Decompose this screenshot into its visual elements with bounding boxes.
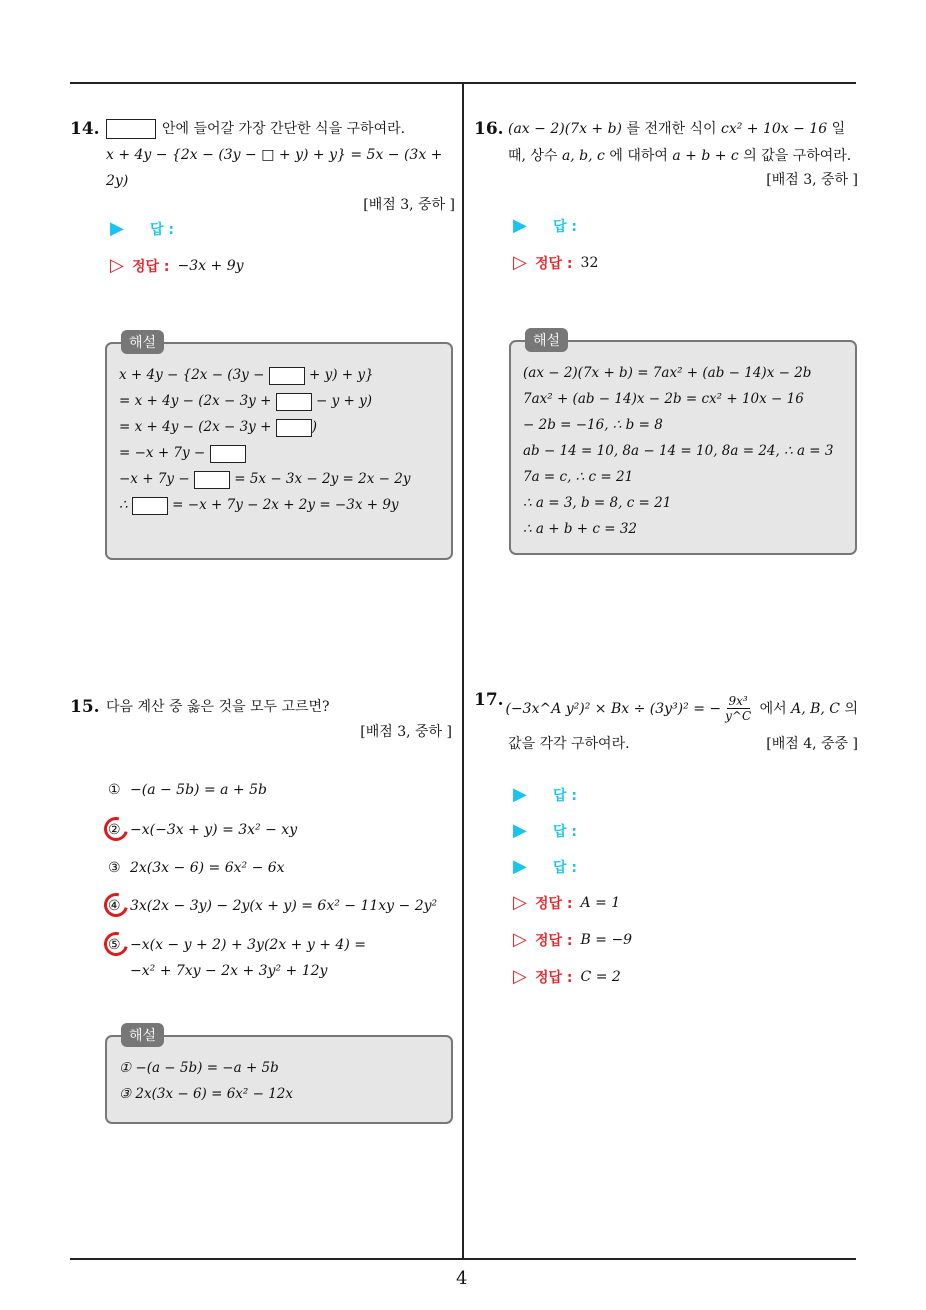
answer-label: 답 : xyxy=(150,221,174,238)
answer-row xyxy=(513,820,577,841)
explanation-line: = x + 4y − (2x − 3y + ) xyxy=(119,419,317,435)
correct-arrow-icon: ▷ xyxy=(513,929,527,950)
question-number: 17. xyxy=(474,690,504,710)
blank-box xyxy=(194,471,230,489)
explanation-line: ① −(a − 5b) = −a + 5b xyxy=(119,1060,279,1076)
correct-arrow-icon: ▷ xyxy=(513,252,527,273)
bottom-rule xyxy=(70,1258,856,1260)
explanation-line: ∴ = −x + 7y − 2x + 2y = −3x + 9y xyxy=(119,497,399,513)
answer-arrow-icon: ▶ xyxy=(110,218,124,239)
choice-item[interactable]: ④ 3x(2x − 3y) − 2y(x + y) = 6x² − 11xy − 2y² xyxy=(108,898,438,914)
column-divider xyxy=(462,84,464,1259)
choice-item[interactable]: ① −(a − 5b) = a + 5b xyxy=(108,782,267,798)
correct-value: 32 xyxy=(580,254,599,271)
correct-label: 정답 : xyxy=(535,969,573,986)
question-14 xyxy=(70,116,455,216)
score-label: [배점 4, 중중 ] xyxy=(766,736,858,752)
answer-label: 답 : xyxy=(553,859,577,876)
explanation-line: −x + 7y − = 5x − 3x − 2y = 2x − 2y xyxy=(119,471,411,487)
explanation-line: (ax − 2)(7x + b) = 7ax² + (ab − 14)x − 2b xyxy=(523,365,812,381)
answer-arrow-icon: ▶ xyxy=(513,820,527,841)
answer-arrow-icon: ▶ xyxy=(513,784,527,805)
answer-row xyxy=(513,215,577,236)
explanation-line: ③ 2x(3x − 6) = 6x² − 12x xyxy=(119,1086,294,1102)
answer-arrow-icon: ▶ xyxy=(513,215,527,236)
question-equation: x + 4y − {2x − (3y − □ + y) + y} = 5x − (3x + 2y) xyxy=(106,147,443,189)
question-number: 14. xyxy=(70,119,100,139)
correct-label: 정답 : xyxy=(132,258,170,275)
correct-value: C = 2 xyxy=(580,968,621,985)
correct-label: 정답 : xyxy=(535,932,573,949)
choice-item[interactable]: ⑤ −x(x − y + 2) + 3y(2x + y + 4) = xyxy=(108,937,366,953)
page-number: 4 xyxy=(456,1268,468,1289)
correct-answer-row xyxy=(513,966,621,987)
explanation-line: x + 4y − {2x − (3y − + y) + y} xyxy=(119,367,374,383)
answer-row xyxy=(110,218,174,239)
question-17: 17. (−3x^A y²)² × Bx ÷ (3y³)² = − $\frac{\text{9x³}}{y\^{}C}$ 에서 A, B, C 의 값을 각각 구하여라. [배점 4, 중중 ] xyxy=(474,690,858,757)
answer-label: 답 : xyxy=(553,787,577,804)
score-label: [배점 3, 중하 ] xyxy=(363,197,455,213)
question-number: 16. xyxy=(474,119,504,139)
blank-box xyxy=(276,393,312,411)
correct-answer-row xyxy=(513,892,620,913)
blank-box xyxy=(210,445,246,463)
question-16: 16. (ax − 2)(7x + b) 를 전개한 식이 cx² + 10x − 16 일 때, 상수 a, b, c 에 대하여 a + b + c 의 값을 구하여라. [배점 3, 중하 ] xyxy=(474,116,858,191)
choice-item[interactable]: ③ 2x(3x − 6) = 6x² − 6x xyxy=(108,860,285,876)
correct-label: 정답 : xyxy=(535,255,573,272)
score-label: [배점 3, 중하 ] xyxy=(360,724,452,740)
correct-arrow-icon: ▷ xyxy=(513,966,527,987)
answer-label: 답 : xyxy=(553,218,577,235)
choice-item[interactable]: ② −x(−3x + y) = 3x² − xy xyxy=(108,822,298,838)
answer-row xyxy=(513,856,577,877)
answer-arrow-icon: ▶ xyxy=(513,856,527,877)
correct-answer-row xyxy=(513,252,598,273)
answer-label: 답 : xyxy=(553,823,577,840)
question-number: 15. xyxy=(70,697,100,717)
correct-arrow-icon: ▷ xyxy=(513,892,527,913)
correct-value: B = −9 xyxy=(580,931,633,948)
correct-answer-row xyxy=(110,255,244,276)
explanation-line: ab − 14 = 10, 8a − 14 = 10, 8a = 24, ∴ a = 3 xyxy=(523,443,834,459)
question-prompt: 안에 들어갈 가장 간단한 식을 구하여라. xyxy=(162,121,406,137)
explanation-line: 7ax² + (ab − 14)x − 2b = cx² + 10x − 16 xyxy=(523,391,804,407)
selected-circle-mark xyxy=(100,813,133,846)
blank-box xyxy=(269,367,305,385)
blank-box xyxy=(132,497,168,515)
blank-box xyxy=(276,419,312,437)
answer-blank-box xyxy=(106,119,156,139)
explanation-tab: 해설 xyxy=(121,330,164,354)
choice-item-continued: −x² + 7xy − 2x + 3y² + 12y xyxy=(130,963,328,979)
explanation-line: = x + 4y − (2x − 3y + − y + y) xyxy=(119,393,373,409)
selected-circle-mark xyxy=(100,889,133,922)
explanation-line: ∴ a + b + c = 32 xyxy=(523,521,637,537)
question-prompt: 값을 각각 구하여라. xyxy=(508,736,630,752)
correct-arrow-icon: ▷ xyxy=(110,255,124,276)
explanation-box xyxy=(509,333,857,555)
score-label: [배점 3, 중하 ] xyxy=(766,172,858,188)
correct-answer-row xyxy=(513,929,632,950)
explanation-line: 7a = c, ∴ c = 21 xyxy=(523,469,634,485)
correct-value: A = 1 xyxy=(580,894,621,911)
correct-value: −3x + 9y xyxy=(177,257,244,274)
correct-label: 정답 : xyxy=(535,895,573,912)
explanation-box xyxy=(105,1028,453,1124)
explanation-tab: 해설 xyxy=(121,1023,164,1047)
explanation-box xyxy=(105,335,453,560)
question-15 xyxy=(70,694,452,744)
fraction: $\frac{\text{9x³}}{y\^{}C}$ xyxy=(725,694,752,723)
answer-row xyxy=(513,784,577,805)
explanation-line: − 2b = −16, ∴ b = 8 xyxy=(523,417,663,433)
question-prompt: 다음 계산 중 옳은 것을 모두 고르면? xyxy=(106,699,330,715)
explanation-tab: 해설 xyxy=(525,328,568,352)
selected-circle-mark xyxy=(100,928,133,961)
explanation-line: = −x + 7y − xyxy=(119,440,439,466)
explanation-line: ∴ a = 3, b = 8, c = 21 xyxy=(523,495,672,511)
